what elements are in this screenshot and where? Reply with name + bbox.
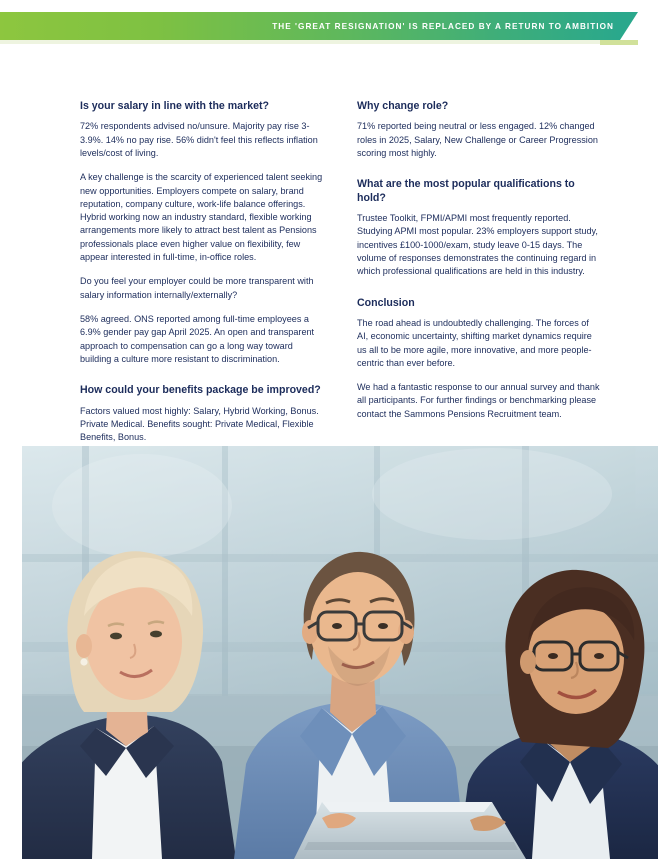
paragraph-conclusion-2: We had a fantastic response to our annual survey and thank all participants. For further findings or benchmarking please contact the Sammons Pensions Recruitment team. xyxy=(357,382,600,419)
heading-benefits-package: How could your benefits package be improved? xyxy=(80,384,321,397)
paragraph-benefits-package: Factors valued most highly: Salary, Hybrid Working, Bonus. Private Medical. Benefits sought: Private Medical, Flexible Benefits, Bonus. xyxy=(80,405,319,443)
paragraph-salary-2: A key challenge is the scarcity of experienced talent seeking new opportunities. Employers compete on salary, brand reputation, company culture, work-life balance offerings. Hybrid working now an industry standard, flexible working arrangements more likely to attract best talent as Pensions professionals place even higher value on flexibility, few appear interested in full-time, in-office roles. xyxy=(80,172,323,263)
header-banner xyxy=(0,12,658,44)
banner-bar xyxy=(0,12,620,40)
photo-illustration xyxy=(22,446,658,859)
right-column xyxy=(357,100,600,444)
document-on-table xyxy=(294,802,526,859)
paragraph-conclusion-1: The road ahead is undoubtedly challenging. The forces of AI, economic uncertainty, shifting market dynamics require us all to be more agile, more innovative, and more people-centric than ever before. xyxy=(357,318,592,368)
paragraph-salary-transparency: 58% agreed. ONS reported among full-time employees a 6.9% gender pay gap April 2025. An open and transparent approach to compensation can go a long way toward building a culture more resistant to discrimination. xyxy=(80,313,315,364)
heading-why-change-role: Why change role? xyxy=(357,100,449,112)
heading-popular-qualifications: What are the most popular qualifications to hold? xyxy=(357,178,575,204)
left-column xyxy=(80,100,323,444)
paragraph-popular-qualifications: Trustee Toolkit, FPMI/APMI most frequently reported. Studying APMI most popular. 23% employers support study, incentives £100-1000/exam, study leave 0-15 days. The volume of responses demonstrates the continuing regard in which professional qualifications are held in this industry. xyxy=(357,213,598,277)
banner-shadow-left xyxy=(0,40,600,44)
paragraph-why-change-role: 71% reported being neutral or less engaged. 12% changed roles in 2025, Salary, New Challenge or Career Progression scoring most highly. xyxy=(357,121,598,158)
paragraph-salary-1: 72% respondents advised no/unsure. Majority pay rise 3-3.9%. 14% no pay rise. 56% didn't feel this reflects inflation levels/cost of living. xyxy=(80,121,318,158)
banner-title: THE 'GREAT RESIGNATION' IS REPLACED BY A RETURN TO AMBITION xyxy=(272,21,614,31)
article-columns xyxy=(80,100,600,444)
heading-salary-in-line: Is your salary in line with the market? xyxy=(80,100,269,112)
article-photo xyxy=(22,446,658,859)
heading-conclusion: Conclusion xyxy=(357,296,415,309)
banner-shadow-right xyxy=(600,40,638,45)
question-salary-transparency: Do you feel your employer could be more transparent with salary information internally/externally? xyxy=(80,276,314,300)
banner-notch xyxy=(620,12,638,40)
